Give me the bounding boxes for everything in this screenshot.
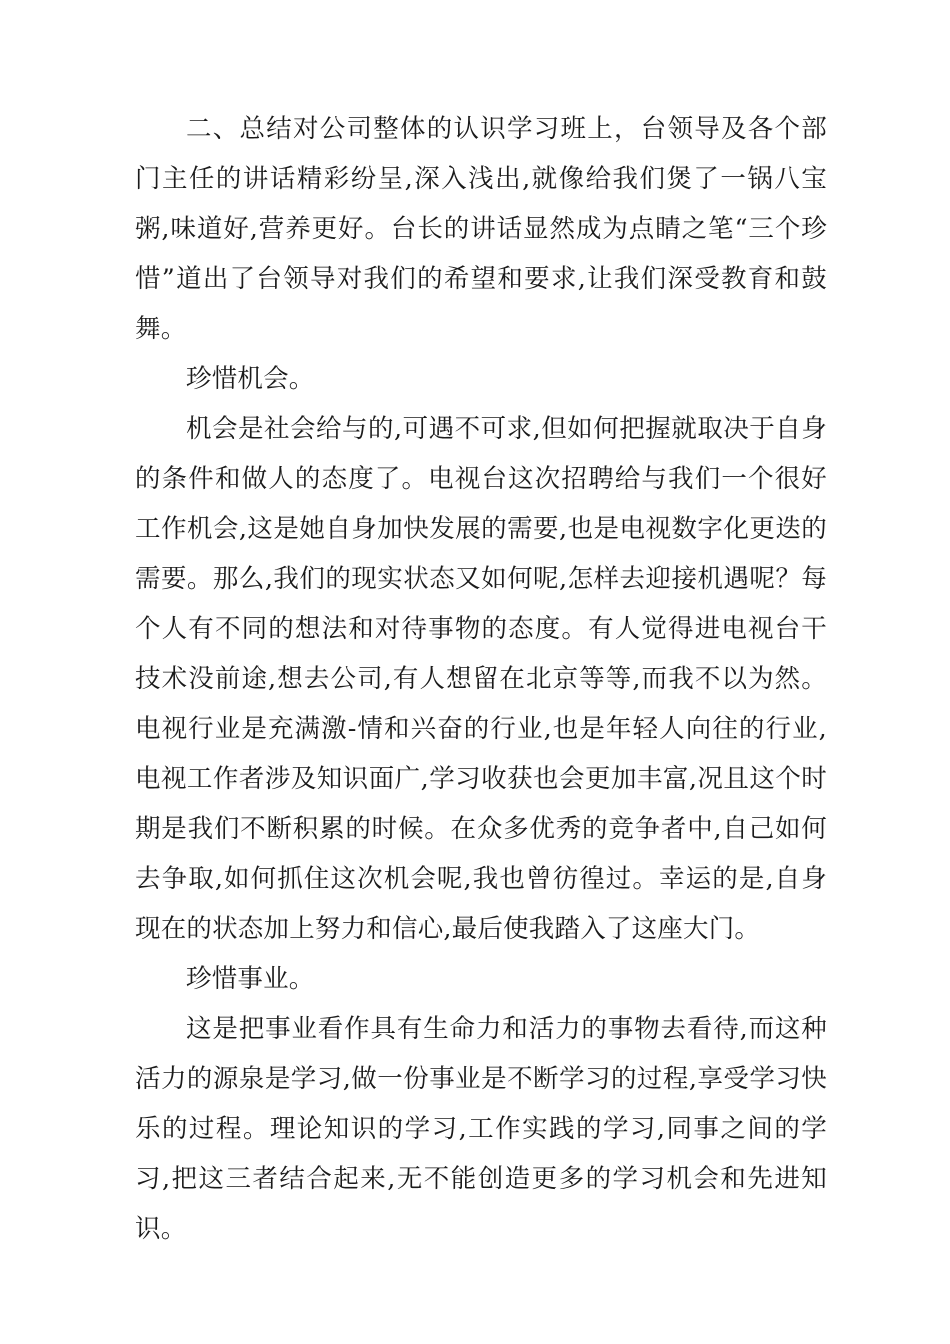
- paragraph-career: 这是把事业看作具有生命力和活力的事物去看待,而这种活力的源泉是学习,做一份事业是不断学习的过程,享受学习快乐的过程。理论知识的学习,工作实践的学习,同事之间的学习,把这三者结合起来,无不能创造更多的学习机会和先进知识。: [135, 1014, 827, 1244]
- heading-cherish-opportunity: 珍惜机会。: [186, 364, 315, 394]
- paragraph-opportunity: 机会是社会给与的,可遇不可求,但如何把握就取决于自身的条件和做人的态度了。电视台这次招聘给与我们一个很好工作机会,这是她自身加快发展的需要,也是电视数字化更迭的需要。那么,我们的现实状态又如何呢,怎样去迎接机遇呢？每个人有不同的想法和对待事物的态度。有人觉得进电视台干技术没前途,想去公司,有人想留在北京等等,而我不以为然。电视行业是充满激-情和兴奋的行业,也是年轻人向往的行业,电视工作者涉及知识面广,学习收获也会更加丰富,况且这个时期是我们不断积累的时候。在众多优秀的竞争者中,自己如何去争取,如何抓住这次机会呢,我也曾彷徨过。幸运的是,自身现在的状态加上努力和信心,最后使我踏入了这座大门。: [135, 414, 827, 944]
- document-body: [135, 104, 827, 1254]
- paragraph-summary: 二、总结对公司整体的认识学习班上，台领导及各个部门主任的讲话精彩纷呈,深入浅出,就像给我们煲了一锅八宝粥,味道好,营养更好。台长的讲话显然成为点睛之笔“三个珍惜”道出了台领导对我们的希望和要求,让我们深受教育和鼓舞。: [135, 114, 827, 344]
- heading-cherish-career: 珍惜事业。: [186, 964, 315, 994]
